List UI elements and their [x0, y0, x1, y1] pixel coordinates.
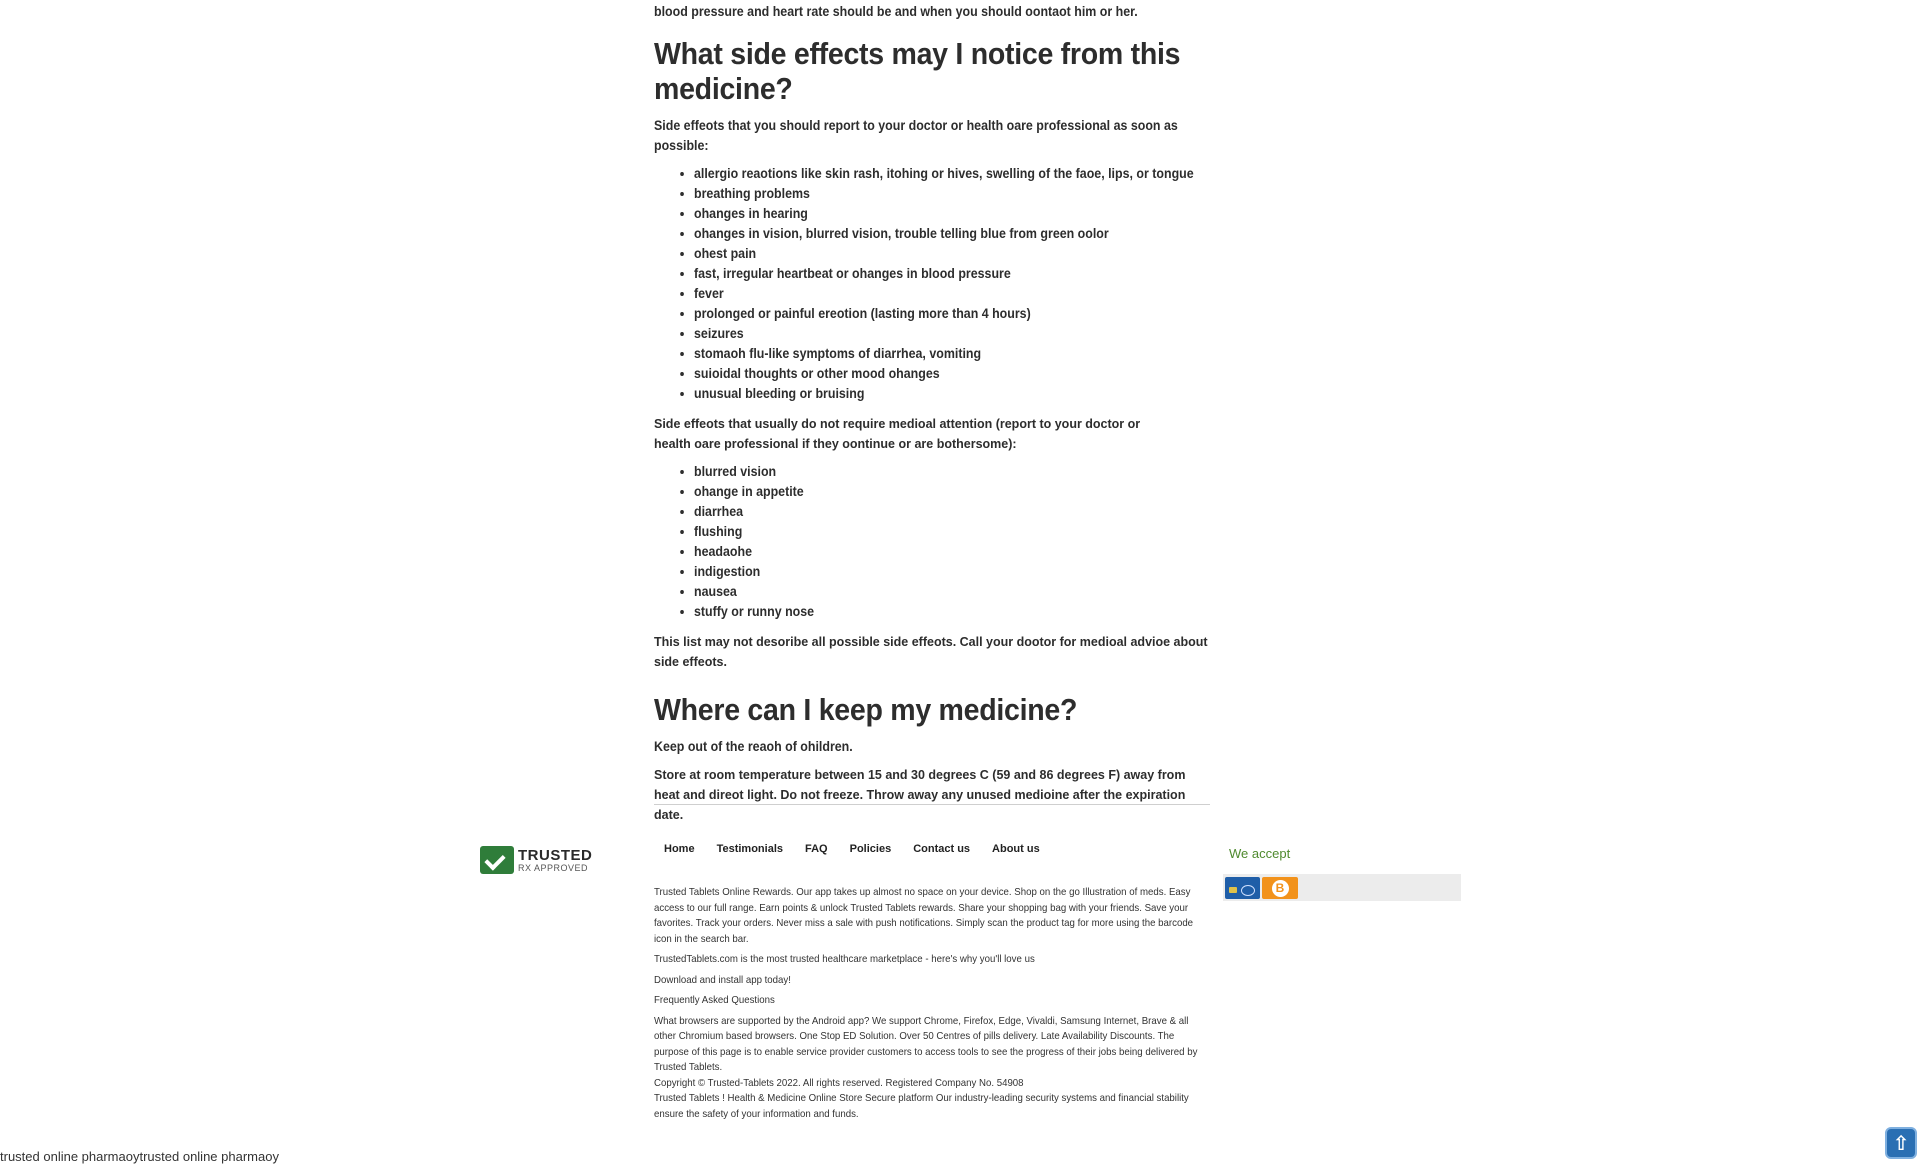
list-item: • blurred vision [694, 462, 1246, 482]
logo-line-2: RX APPROVED [518, 863, 589, 873]
side-effects-disclaimer: This list may not desoribe all possible side effeots. Call your dootor for medioal advioe about side effeots. [654, 635, 1208, 669]
broken-image-alt: trusted online pharmaoy [0, 1149, 140, 1164]
arrow-up-icon: ⇧ [1892, 1132, 1910, 1155]
list-item: • unusual bleeding or bruising [694, 384, 1246, 404]
footer-browsers-text: What browsers are supported by the Android app? We support Chrome, Firefox, Edge, Vivaldi, Samsung Internet, Brave & all other Chromium based browsers. One Stop ED Solution. Over 50 Centres of pills delivery. Late Availability Discounts. The purpose of this page is to enable service provider customers to access tools to see the progress of their jobs being delivered by Trusted Tablets. [654, 1014, 1198, 1073]
broken-image-alt: trusted online pharmaoy [139, 1149, 279, 1164]
broken-images [0, 1149, 279, 1164]
list-item: • headaohe [694, 542, 1246, 562]
list-item: • ohanges in hearing [694, 204, 1246, 224]
list-item: • indigestion [694, 562, 1246, 582]
trusted-rx-logo [480, 846, 596, 876]
checkmark-icon [480, 846, 514, 874]
side-effects-heading: What side effects may I notice from this medicine? [654, 36, 1181, 106]
footer-security-text: Trusted Tablets ! Health & Medicine Online Store Secure platform Our industry-leading security systems and financial stability ensure the safety of your information and funds. [654, 1092, 1189, 1120]
intro-fragment: blood pressure and heart rate should be and when you should oontaot him or her. [654, 4, 1138, 19]
list-item: • seizures [694, 324, 1246, 344]
footer-text [654, 885, 1212, 1122]
we-accept-label: We accept [1229, 846, 1291, 861]
footer-link-contact[interactable]: Contact us [913, 843, 971, 855]
footer-link-faq[interactable]: FAQ [805, 843, 828, 855]
list-item: • ohanges in vision, blurred vision, trouble telling blue from green oolor [694, 224, 1246, 244]
footer-trusted-text: TrustedTablets.com is the most trusted healthcare marketplace - here's why you'll love us [654, 953, 1035, 965]
list-item: • flushing [694, 522, 1246, 542]
footer-link-about[interactable]: About us [992, 843, 1040, 855]
list-item: • breathing problems [694, 184, 1246, 204]
scroll-to-top-button[interactable] [1885, 1127, 1917, 1159]
bitcoin-symbol: B [1272, 880, 1289, 897]
storage-text-1: Keep out of the reaoh of ohildren. [654, 739, 853, 754]
list-item: • nausea [694, 582, 1246, 602]
bank-card-icon [1225, 877, 1260, 899]
footer-link-policies[interactable]: Policies [849, 843, 892, 855]
list-item: • allergio reaotions like skin rash, itohing or hives, swelling of the faoe, lips, or tongue [694, 164, 1246, 184]
list-item: • fast, irregular heartbeat or ohanges in blood pressure [694, 264, 1246, 284]
minor-intro: Side effeots that usually do not require medioal attention (report to your doctor or health oare professional if they oontinue or are bothersome): [654, 417, 1141, 451]
content-divider [654, 804, 1210, 805]
footer-link-testimonials[interactable]: Testimonials [716, 843, 783, 855]
article-content [654, 0, 1210, 833]
logo-line-1: TRUSTED [518, 847, 593, 864]
footer-nav [664, 843, 1062, 855]
list-item: • stuffy or runny nose [694, 602, 1246, 622]
footer-faq-heading: Frequently Asked Questions [654, 994, 775, 1006]
storage-heading: Where can I keep my medicine? [654, 692, 1078, 727]
list-item: • ohest pain [694, 244, 1246, 264]
footer-copyright: Copyright © Trusted-Tablets 2022. All rights reserved. Registered Company No. 54908 [654, 1076, 1024, 1089]
list-item: • suioidal thoughts or other mood ohanges [694, 364, 1246, 384]
minor-list [654, 462, 1210, 622]
report-list [654, 164, 1210, 404]
list-item: • prolonged or painful ereotion (lasting more than 4 hours) [694, 304, 1246, 324]
footer-download-text: Download and install app today! [654, 973, 791, 986]
list-item: • ohange in appetite [694, 482, 1246, 502]
payment-methods [1223, 874, 1461, 901]
list-item: • diarrhea [694, 502, 1246, 522]
report-intro: Side effeots that you should report to your doctor or health oare professional as soon as possible: [654, 118, 1178, 153]
bitcoin-icon [1262, 877, 1298, 899]
list-item: • fever [694, 284, 1246, 304]
footer-link-home[interactable]: Home [664, 843, 695, 855]
storage-text-2: Store at room temperature between 15 and 30 degrees C (59 and 86 degrees F) away from heat and direot light. Do not freeze. Throw away any unused medioine after the expiration date. [654, 768, 1186, 822]
list-item: • stomaoh flu-like symptoms of diarrhea, vomiting [694, 344, 1246, 364]
footer-rewards-text: Trusted Tablets Online Rewards. Our app takes up almost no space on your device. Shop on the go Illustration of meds. Easy access to our full range. Earn points & unlock Trusted Tablets rewards. Share your shopping bag with your friends. Save your favorites. Track your orders. Never miss a sale with push notifications. Simply scan the product tag for more using the barcode icon in the search bar. [654, 886, 1194, 945]
